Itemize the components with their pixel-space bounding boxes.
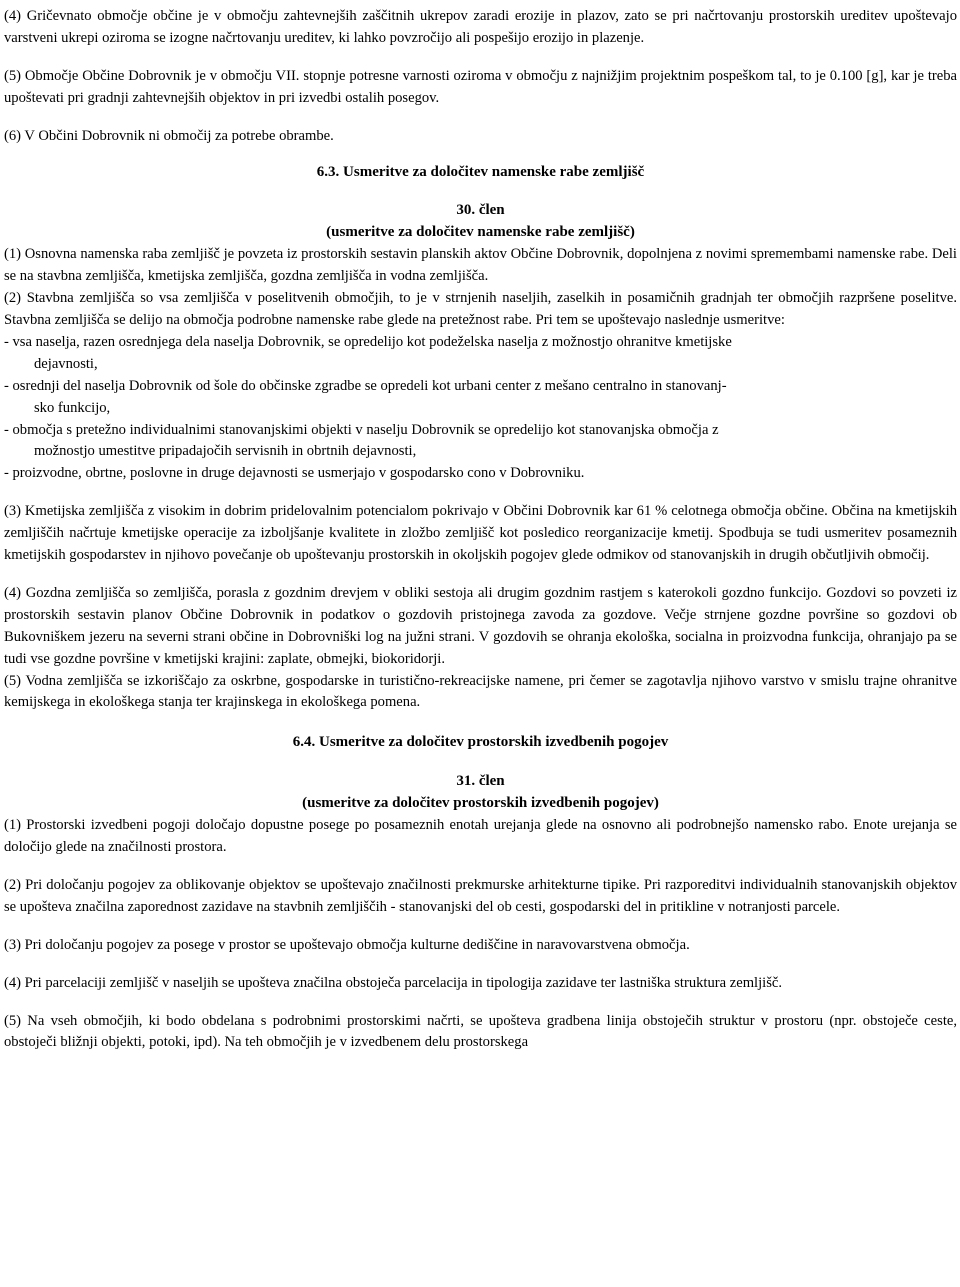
article-31-number: 31. člen xyxy=(456,773,505,790)
list-item-text: - območja s pretežno individualnimi stanovanjskimi objekti v naselju Dobrovnik se opredelijo kot stanovanjska območja z xyxy=(4,421,719,438)
paragraph-defense: (6) V Občini Dobrovnik ni območij za potrebe obrambe. xyxy=(4,127,334,144)
section-heading-6-4: 6.4. Usmeritve za določitev prostorskih izvedbenih pogojev xyxy=(292,734,669,751)
list-item xyxy=(4,376,957,420)
article-31-paragraph-5: (5) Na vseh območjih, ki bodo obdelana s podrobnimi prostorskimi načrti, se upošteva gradbena linija obstoječih struktur v prostoru (npr. obstoječe ceste, obstoječi bližnji objekti, potoki, ipd). Na teh območjih je v izvedbenem delu prostorskega xyxy=(4,1012,957,1051)
list-item-text: - proizvodne, obrtne, poslovne in druge dejavnosti se usmerjajo v gospodarsko cono v Dobrovniku. xyxy=(4,465,585,482)
article-30-paragraph-2: (2) Stavbna zemljišča so vsa zemljišča v poselitvenih območjih, to je v strnjenih naseljih, zaselkih in posamičnih gradnjah ter območjih razpršene poselitve. Stavbna zemljišča se delijo na območja podrobne namenske rabe glede na pretežnost rabe. Pri tem se upoštevajo naslednje usmeritve: xyxy=(4,290,957,328)
list-item xyxy=(4,463,957,485)
list-item-text: - vsa naselja, razen osrednjega dela naselja Dobrovnik, se opredelijo kot podeželska naselja z možnostjo ohranitve kmetijske xyxy=(4,333,732,350)
list-item xyxy=(4,420,957,464)
article-30-paragraph-5: (5) Vodna zemljišča se izkoriščajo za oskrbne, gospodarske in turistično-rekreacijske namene, pri čemer se zagotavlja njihovo varstvo v smislu trajne ohranitve kemijskega in ekološkega stanja ter krajinskega in ekološkega pomena. xyxy=(4,672,957,711)
article-30-paragraph-1: (1) Osnovna namenska raba zemljišč je povzeta iz prostorskih sestavin planskih aktov Občine Dobrovnik, dopolnjena z novimi spremembami namenske rabe. Deli se na stavbna zemljišča, kmetijska zemljišča, gozdna zemljišča in vodna zemljišča. xyxy=(4,246,957,285)
article-31-paragraph-4: (4) Pri parcelaciji zemljišč v naseljih se upošteva značilna obstoječa parcelacija in tipologija zazidave ter lastniška struktura zemljišč. xyxy=(4,974,783,991)
list-item-text: - osrednji del naselja Dobrovnik od šole do občinske zgradbe se opredeli kot urbani center z mešano centralno in stanovanj- xyxy=(4,377,727,394)
list-item-continuation: možnostjo umestitve pripadajočih servisnih in obrtnih dejavnosti, xyxy=(34,443,417,460)
section-heading-6-3: 6.3. Usmeritve za določitev namenske rabe zemljišč xyxy=(316,163,645,180)
article-31-paragraph-1: (1) Prostorski izvedbeni pogoji določajo dopustne posege po posameznih enotah urejanja glede na osnovno ali podrobnejšo namensko rabo. Enote urejanja se določijo glede na značilnosti prostora. xyxy=(4,817,957,855)
paragraph-seismic: (5) Območje Občine Dobrovnik je v območju VII. stopnje potresne varnosti oziroma v območju z najnižjim projektnim pospeškom tal, to je 0.100 [g], kar je treba upoštevati pri gradnji zahtevnejših objektov in pri izvedbi ostalih posegov. xyxy=(4,67,957,106)
article-31-title: (usmeritve za določitev prostorskih izvedbenih pogojev) xyxy=(302,795,659,812)
article-30-title: (usmeritve za določitev namenske rabe zemljišč) xyxy=(326,224,635,241)
article-31-paragraph-3: (3) Pri določanju pogojev za posege v prostor se upoštevajo območja kulturne dediščine in naravovarstvena območja. xyxy=(4,936,690,953)
list-item-continuation: dejavnosti, xyxy=(34,355,98,372)
list-item-continuation: sko funkcijo, xyxy=(34,399,111,416)
article-30-paragraph-3: (3) Kmetijska zemljišča z visokim in dobrim pridelovalnim potencialom pokrivajo v Občini Dobrovnik kar 61 % celotnega območja občine. Občina na kmetijskih zemljiščih načrtuje kmetijske operacije za izboljšanje kvalitete in zložbo zemljišč kot posledico reorganizacije kmetij. Spodbuja se tudi usmeritev posameznih kmetijskih gospodarstev in njihovo povečanje ob upoštevanju prostorskih in okoljskih pogojev glede odmikov od stanovanjskih in drugih občutljivih območij. xyxy=(4,503,957,564)
article-30-paragraph-4: (4) Gozdna zemljišča so zemljišča, porasla z gozdnim drevjem v obliki sestoja ali drugim gozdnim rastjem s katerokoli gozdno funkcijo. Gozdovi so povzeti iz prostorskih sestavin planov Občine Dobrovnik in podatkov o gozdovih pristojnega zavoda za gozdove. Večje strnjene gozdne površine so gozdovi ob Bukovniškem jezeru na severni strani občine in Dobrovniški log na južni strani. V gozdovih se ohranja ekološka, socialna in proizvodna funkcija, ohranjajo pa se tudi vse gozdne površine v kmetijski krajini: zaplate, obmejki, biokoridorji. xyxy=(4,584,957,667)
article-31-paragraph-2: (2) Pri določanju pogojev za oblikovanje objektov se upoštevajo značilnosti prekmurske arhitekturne tipike. Pri razporeditvi individualnih stanovanjskih objektov se upošteva značilna zaporednost zazidave na stavbnih zemljiščih - stanovanjski del ob cesti, gospodarski del in pritikline v notranjosti parcele. xyxy=(4,876,957,915)
paragraph-erosion: (4) Gričevnato območje občine je v območju zahtevnejših zaščitnih ukrepov zaradi erozije in plazov, zato se pri načrtovanju prostorskih ureditev upoštevajo varstveni ukrepi oziroma se izogne načrtovanju ureditev, ki lahko povzročijo ali pospešijo erozijo in plazenje. xyxy=(4,8,957,46)
article-30-number: 30. člen xyxy=(456,202,505,219)
list-item xyxy=(4,332,957,376)
